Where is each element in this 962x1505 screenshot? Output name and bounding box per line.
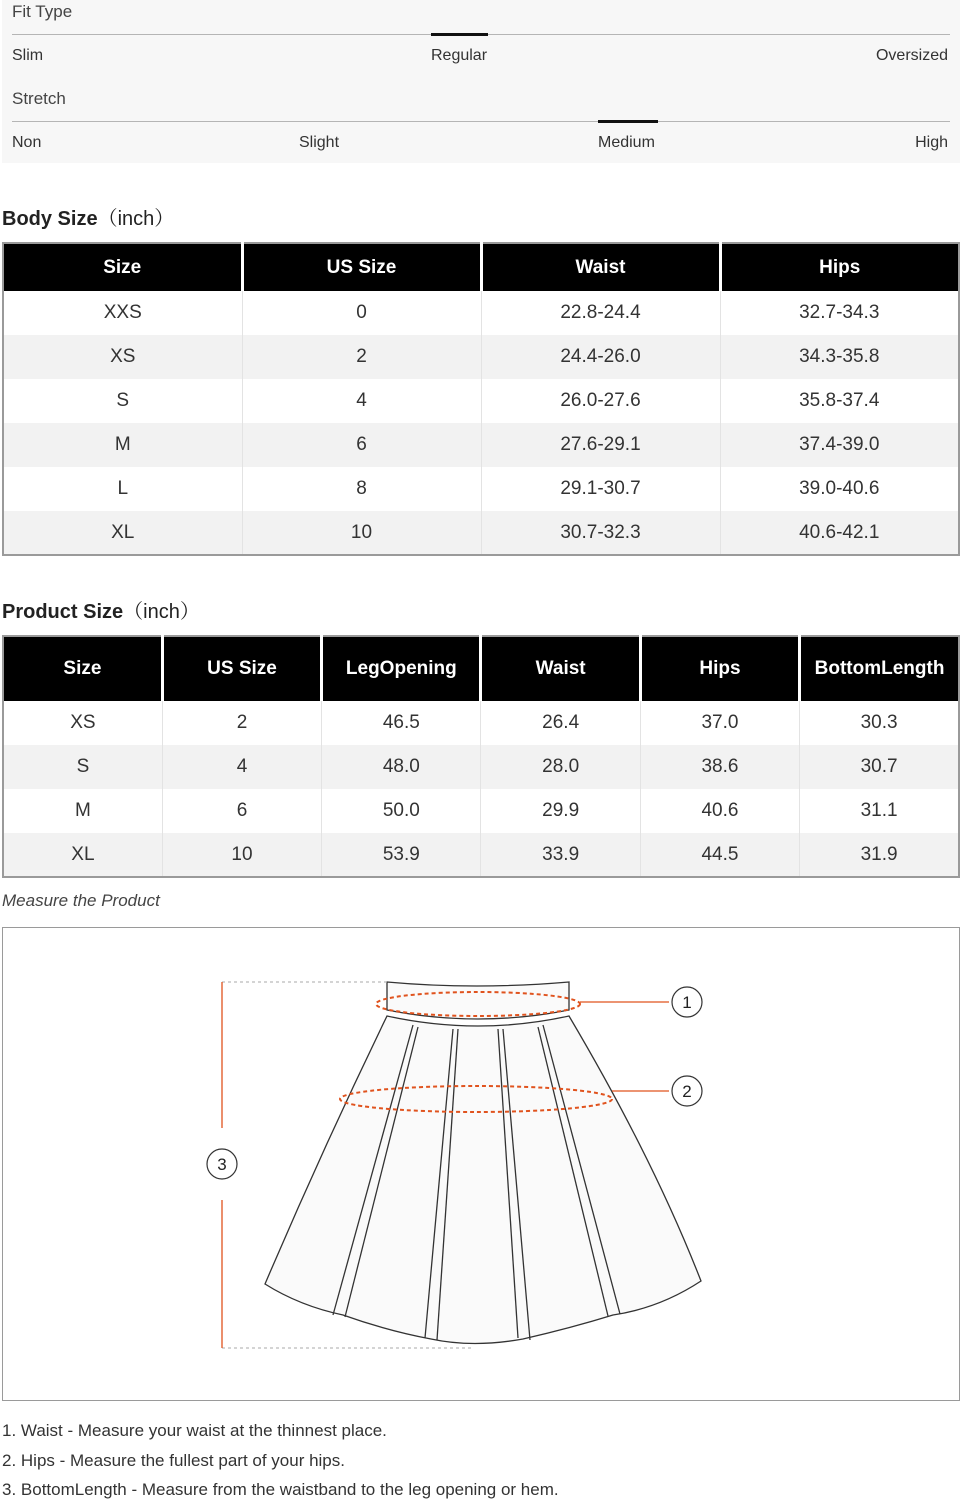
table-cell: 4	[162, 745, 321, 789]
table-cell: 32.7-34.3	[720, 291, 959, 335]
stretch-option-medium: Medium	[598, 134, 655, 151]
table-cell: 10	[162, 833, 321, 877]
table-row	[3, 467, 959, 511]
column-header: Size	[3, 636, 162, 701]
table-cell: 6	[162, 789, 321, 833]
fit-option-regular: Regular	[431, 47, 488, 64]
stretch-option-slight: Slight	[299, 134, 340, 151]
table-cell: 40.6-42.1	[720, 511, 959, 555]
marker-label-3: 3	[217, 1155, 227, 1174]
table-cell: 31.9	[800, 833, 959, 877]
stretch-option-non: Non	[12, 134, 42, 151]
table-cell: 30.7-32.3	[481, 511, 720, 555]
stretch-scale-line	[12, 121, 950, 122]
skirt-body	[265, 1016, 701, 1344]
column-header: US Size	[242, 243, 481, 291]
note-hips: 2. Hips - Measure the fullest part of your hips.	[2, 1450, 345, 1470]
measure-notes	[2, 1416, 559, 1505]
column-header: Hips	[720, 243, 959, 291]
table-cell: 37.4-39.0	[720, 423, 959, 467]
table-cell: 26.4	[481, 701, 640, 745]
table-row	[3, 335, 959, 379]
table-cell: 34.3-35.8	[720, 335, 959, 379]
fit-option-oversized: Oversized	[875, 47, 948, 64]
table-cell: 29.1-30.7	[481, 467, 720, 511]
table-row	[3, 379, 959, 423]
stretch-option-high: High	[915, 134, 948, 151]
table-cell: 31.1	[800, 789, 959, 833]
table-cell: XS	[3, 335, 242, 379]
table-row	[3, 701, 959, 745]
skirt-illustration	[265, 982, 701, 1344]
column-header: Size	[3, 243, 242, 291]
column-header: Hips	[640, 636, 799, 701]
table-cell: 2	[162, 701, 321, 745]
table-cell: 27.6-29.1	[481, 423, 720, 467]
table-cell: 53.9	[322, 833, 481, 877]
table-cell: 40.6	[640, 789, 799, 833]
table-cell: XL	[3, 833, 162, 877]
table-cell: 0	[242, 291, 481, 335]
table-cell: 6	[242, 423, 481, 467]
measure-caption: Measure the Product	[2, 891, 160, 910]
table-cell: 30.7	[800, 745, 959, 789]
table-cell: 24.4-26.0	[481, 335, 720, 379]
product-size-title	[2, 595, 200, 624]
note-waist: 1. Waist - Measure your waist at the thinnest place.	[2, 1421, 387, 1440]
body-size-title	[2, 202, 174, 231]
fit-type-title: Fit Type	[12, 2, 73, 21]
stretch-title: Stretch	[12, 89, 66, 108]
product-size-title-text: Product Size	[2, 601, 124, 623]
note-bottom-length: 3. BottomLength - Measure from the waistband to the leg opening or hem.	[2, 1480, 559, 1499]
table-cell: M	[75, 800, 91, 821]
table-cell: 37.0	[640, 701, 799, 745]
table-cell: 38.6	[640, 745, 799, 789]
table-cell: 46.5	[322, 701, 481, 745]
table-cell: S	[116, 390, 130, 411]
table-cell: 8	[242, 467, 481, 511]
table-cell: 35.8-37.4	[720, 379, 959, 423]
table-cell: 28.0	[481, 745, 640, 789]
table-cell: 44.5	[640, 833, 799, 877]
table-cell: 2	[242, 335, 481, 379]
fit-option-slim: Slim	[12, 47, 44, 64]
stretch-selected-marker	[598, 120, 658, 123]
table-cell: 4	[242, 379, 481, 423]
body-size-unit: （inch）	[97, 208, 175, 230]
product-size-unit: （inch）	[123, 601, 200, 623]
table-cell: 48.0	[322, 745, 481, 789]
table-cell: 50.0	[322, 789, 481, 833]
table-header-row	[3, 636, 959, 701]
table-cell: 30.3	[800, 701, 959, 745]
table-row	[3, 291, 959, 335]
column-header: BottomLength	[800, 636, 959, 701]
skirt-waistband	[387, 982, 569, 1019]
table-row	[3, 511, 959, 555]
body-size-table	[2, 242, 960, 556]
column-header: LegOpening	[322, 636, 481, 701]
measure-diagram	[2, 927, 960, 1401]
table-cell: 33.9	[481, 833, 640, 877]
column-header: Waist	[481, 636, 640, 701]
body-size-title-text: Body Size	[2, 208, 98, 230]
table-cell: XS	[70, 712, 96, 733]
table-cell: 26.0-27.6	[481, 379, 720, 423]
table-row	[3, 423, 959, 467]
fit-stretch-panel	[2, 0, 960, 163]
table-cell: 10	[242, 511, 481, 555]
table-cell: M	[3, 423, 242, 467]
table-cell: S	[3, 745, 162, 789]
skirt-diagram-svg	[3, 928, 959, 1400]
fit-type-selected-marker	[431, 33, 488, 36]
column-header: US Size	[162, 636, 321, 701]
table-cell: 29.9	[481, 789, 640, 833]
column-header: Waist	[481, 243, 720, 291]
table-cell: XXS	[103, 302, 142, 323]
table-header-row	[3, 243, 959, 291]
table-cell: L	[117, 478, 129, 499]
product-size-table	[2, 635, 960, 878]
table-cell: XL	[3, 511, 242, 555]
table-cell: 22.8-24.4	[481, 291, 720, 335]
table-row	[3, 789, 959, 833]
table-cell: 39.0-40.6	[720, 467, 959, 511]
table-row	[3, 745, 959, 789]
marker-label-1: 1	[682, 993, 692, 1012]
marker-label-2: 2	[682, 1082, 692, 1101]
table-row	[3, 833, 959, 877]
